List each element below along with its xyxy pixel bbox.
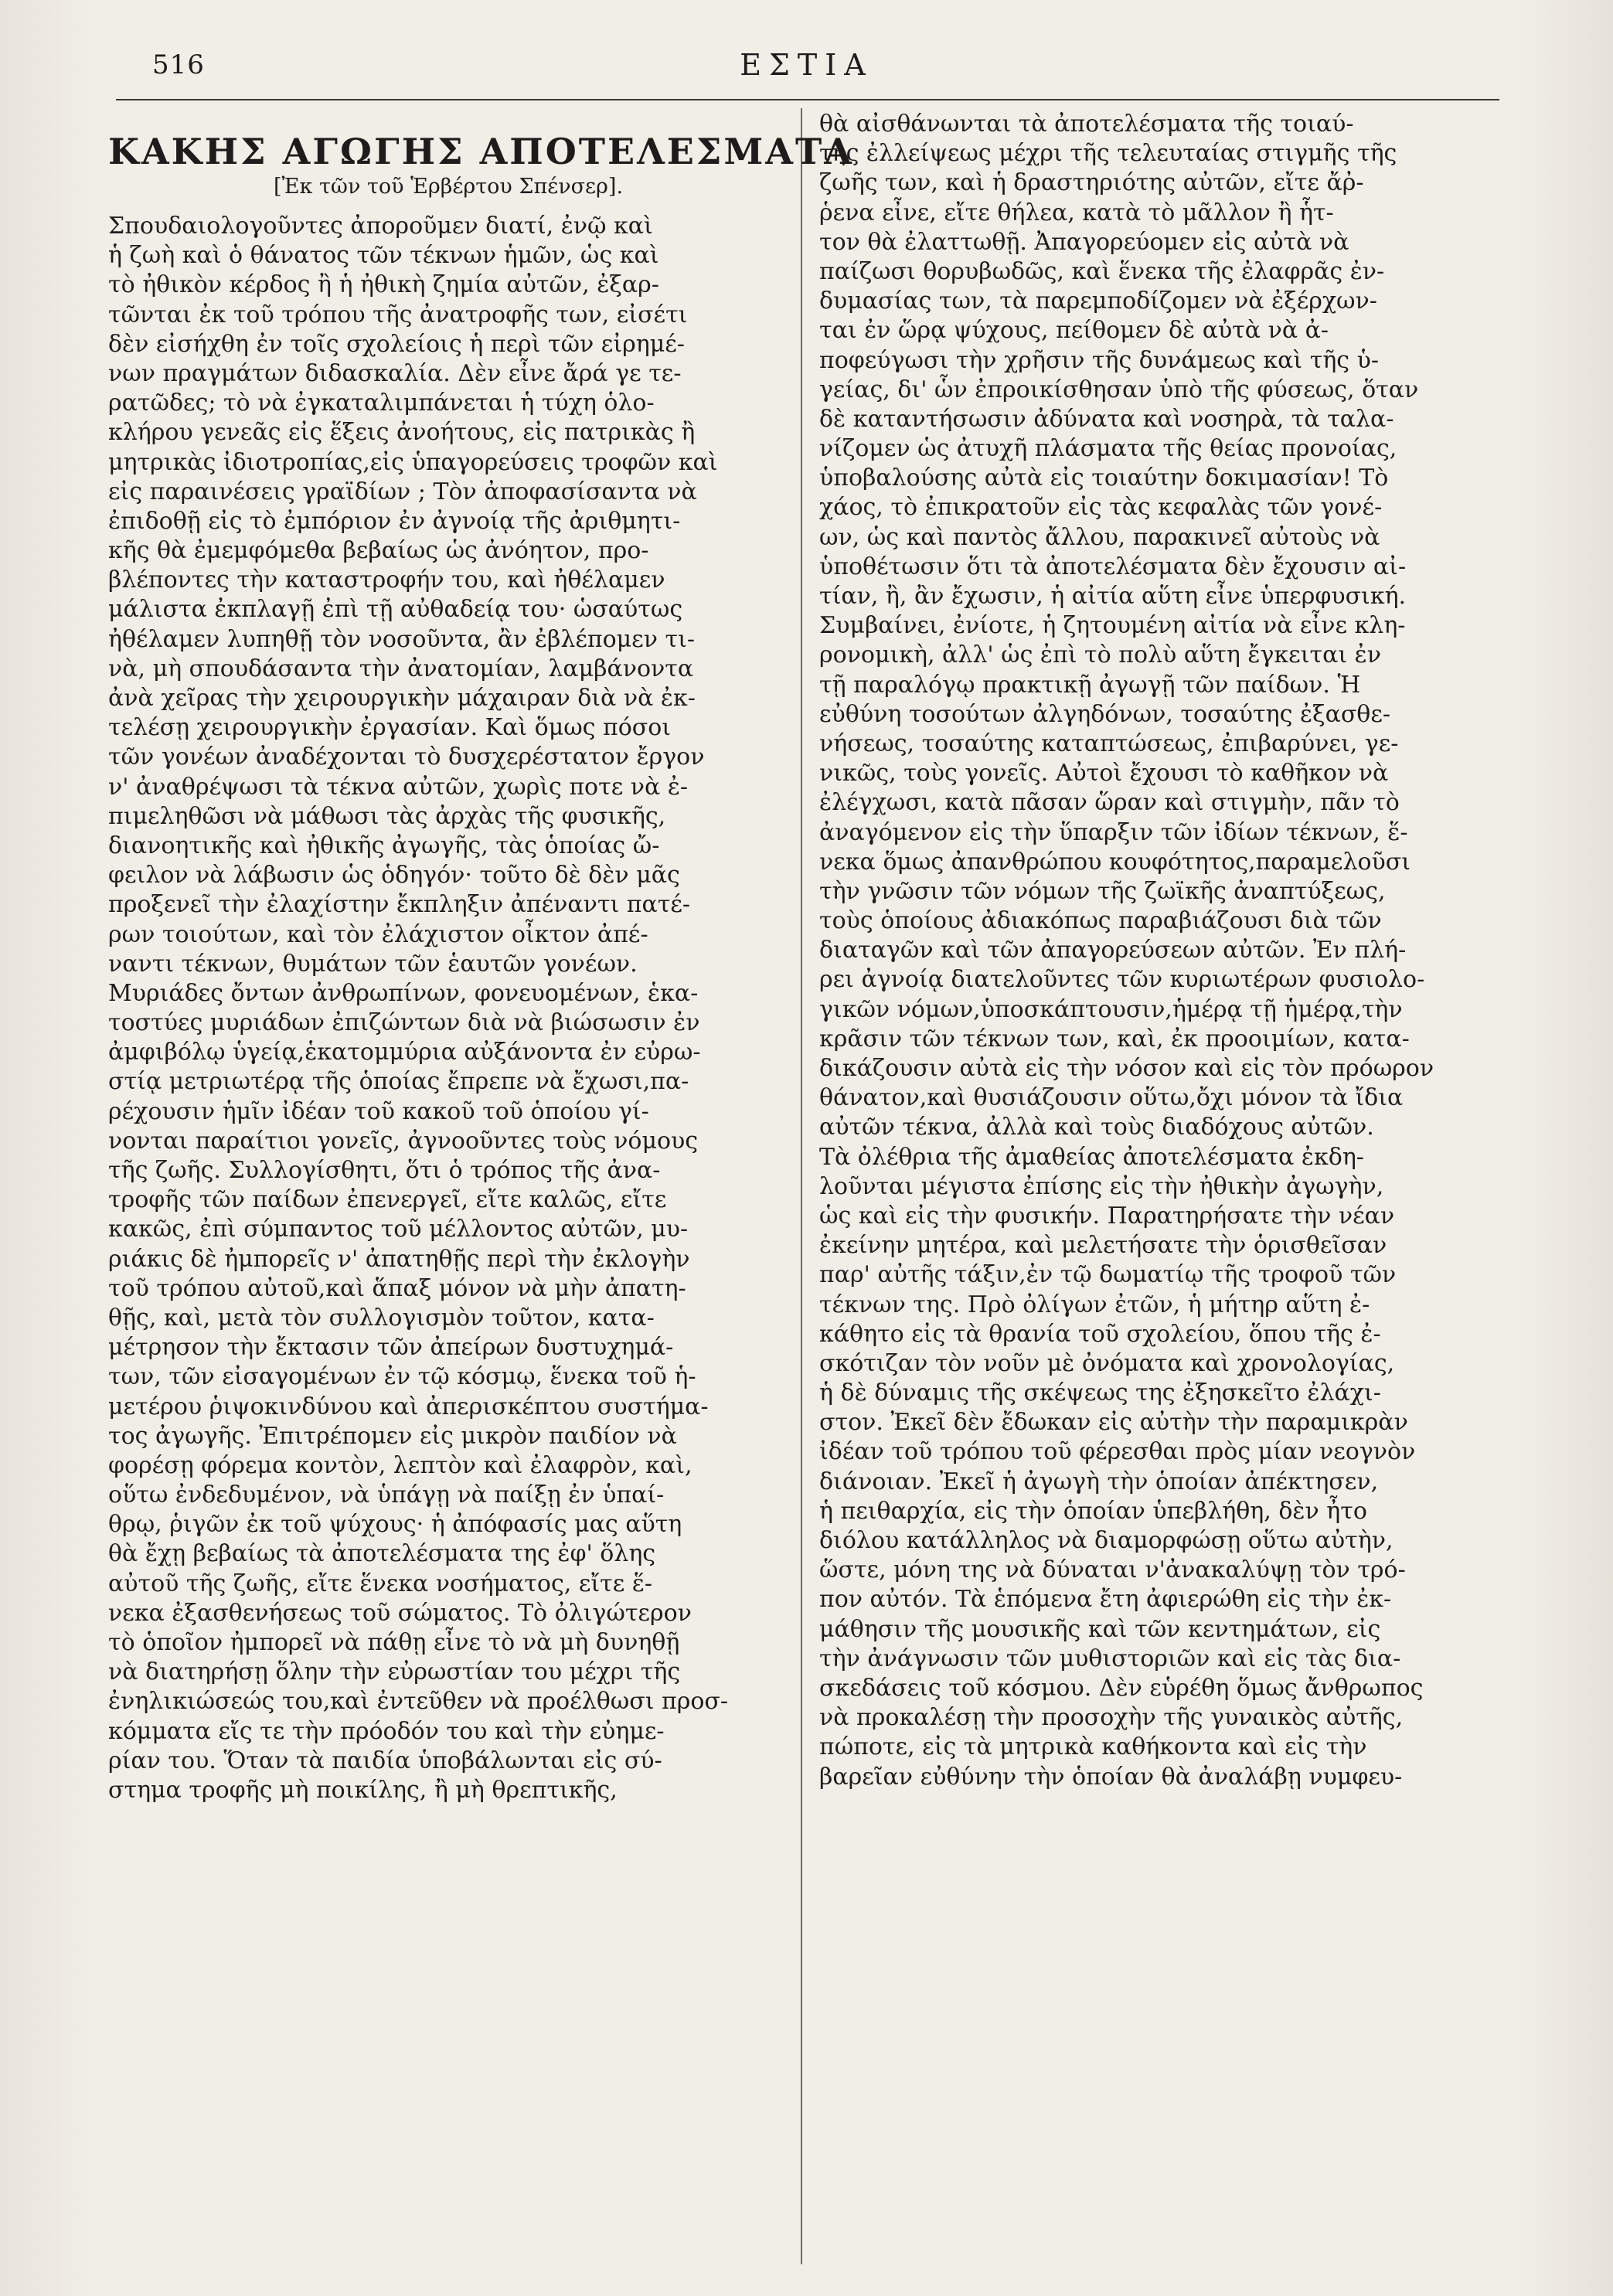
text-line: θὰ αἰσθάνωνται τὰ ἀποτελέσματα τῆς τοιαύ- <box>819 111 1354 138</box>
text-line: διόλου κατάλληλος νὰ διαμορφώσῃ οὕτω αὐτὴν, <box>819 1527 1394 1554</box>
text-line: τὴν ἀνάγνωσιν τῶν μυθιστοριῶν καὶ εἰς τὰς δια- <box>819 1645 1401 1672</box>
text-line: φορέσῃ φόρεμα κοντὸν, λεπτὸν καὶ ἐλαφρὸν, καὶ, <box>108 1451 693 1479</box>
text-line: πον αὐτόν. Τὰ ἑπόμενα ἔτη ἀφιερώθη εἰς τὴν ἐκ- <box>819 1586 1392 1614</box>
text-line: τος ἀγωγῆς. Ἐπιτρέπομεν εἰς μικρὸν παιδίον νὰ <box>108 1422 677 1450</box>
text-line: παρ' αὐτῆς τάξιν,ἐν τῷ δωματίῳ τῆς τροφοῦ τῶν <box>819 1261 1397 1289</box>
text-line: οὕτω ἐνδεδυμένον, νὰ ὑπάγῃ νὰ παίξῃ ἐν ὑπαί- <box>108 1481 665 1509</box>
text-line: τροφῆς τῶν παίδων ἐπενεργεῖ, εἴτε καλῶς, εἴτε <box>108 1186 667 1214</box>
text-line: νονται παραίτιοι γονεῖς, ἀγνοοῦντες τοὺς νόμους <box>108 1127 699 1155</box>
text-line: μάλιστα ἐκπλαγῇ ἐπὶ τῇ αὐθαδείᾳ του· ὡσαύτως <box>108 596 683 624</box>
text-line: δυμασίας των, τὰ παρεμποδίζομεν νὰ ἐξέρχων- <box>819 287 1377 315</box>
text-line: μάθησιν τῆς μουσικῆς καὶ τῶν κεντημάτων, εἰς <box>819 1615 1381 1643</box>
text-line: ρονομικὴ, ἀλλ' ὡς ἐπὶ τὸ πολὺ αὕτη ἔγκειται ἐν <box>819 641 1381 669</box>
text-line: ρατῶδες; τὸ νὰ ἐγκαταλιμπάνεται ἡ τύχη ὁλο- <box>108 389 655 417</box>
text-line: τοστύες μυριάδων ἐπιζώντων διὰ νὰ βιώσωσιν ἐν <box>108 1009 700 1037</box>
text-line: Μυριάδες ὄντων ἀνθρωπίνων, φονευομένων, ἑκα- <box>108 979 699 1007</box>
text-line: ρέχουσιν ἡμῖν ἰδέαν τοῦ κακοῦ τοῦ ὁποίου γί- <box>108 1097 649 1125</box>
text-line: νεκα ἐξασθενήσεως τοῦ σώματος. Τὸ ὀλιγώτερον <box>108 1599 692 1627</box>
text-line: στίᾳ μετριωτέρᾳ τῆς ὁποίας ἔπρεπε νὰ ἔχωσι,πα- <box>108 1068 689 1096</box>
text-line: διανοητικῆς καὶ ἠθικῆς ἀγωγῆς, τὰς ὁποίας ὤ- <box>108 832 660 859</box>
text-line: παίζωσι θορυβωδῶς, καὶ ἕνεκα τῆς ἐλαφρᾶς ἐν- <box>819 257 1385 285</box>
text-line: ἐνηλικιώσεώς του,καὶ ἐντεῦθεν νὰ προέλθωσι προσ- <box>108 1688 729 1716</box>
text-line: ἀμφιβόλῳ ὑγείᾳ,ἑκατομμύρια αὐξάνοντα ἐν εὐρω- <box>108 1039 701 1066</box>
text-line: ναντι τέκνων, θυμάτων τῶν ἑαυτῶν γονέων. <box>108 950 638 978</box>
text-line: τελέσῃ χειρουργικὴν ἐργασίαν. Καὶ ὅμως πόσοι <box>108 714 672 742</box>
right-column-text <box>819 110 1499 1792</box>
text-line: νεκα ὅμως ἀπανθρώπου κουφότητος,παραμελοῦσι <box>819 848 1411 876</box>
text-line: ἰδέαν τοῦ τρόπου τοῦ φέρεσθαι πρὸς μίαν νεογνὸν <box>819 1438 1416 1466</box>
text-line: Τὰ ὀλέθρια τῆς ἀμαθείας ἀποτελέσματα ἐκδη- <box>819 1143 1364 1171</box>
text-line: στον. Ἐκεῖ δὲν ἔδωκαν εἰς αὐτὴν τὴν παραμικρὰν <box>819 1409 1408 1437</box>
text-line: κρᾶσιν τῶν τέκνων των, καὶ, ἐκ προοιμίων, κατα- <box>819 1025 1410 1053</box>
text-line: κόμματα εἴς τε τὴν πρόοδόν του καὶ τὴν εὐημε- <box>108 1717 665 1745</box>
text-line: προξενεῖ τὴν ἐλαχίστην ἔκπληξιν ἀπέναντι πατέ- <box>108 891 691 919</box>
text-line: δὲν εἰσήχθη ἐν τοῖς σχολείοις ἡ περὶ τῶν εἰρημέ- <box>108 330 685 358</box>
left-column-text <box>108 212 788 1805</box>
text-line: ἀναγόμενον εἰς τὴν ὕπαρξιν τῶν ἰδίων τέκνων, ἕ- <box>819 818 1408 846</box>
text-line: δικάζουσιν αὐτὰ εἰς τὴν νόσον καὶ εἰς τὸν πρόωρον <box>819 1055 1434 1082</box>
text-line: των, τῶν εἰσαγομένων ἐν τῷ κόσμῳ, ἕνεκα τοῦ ἡ- <box>108 1363 696 1391</box>
text-line: αὐτῶν τέκνα, ἀλλὰ καὶ τοὺς διαδόχους αὐτῶν. <box>819 1114 1374 1141</box>
text-line: βλέποντες τὴν καταστροφήν του, καὶ ἠθέλαμεν <box>108 566 665 594</box>
page-number: 516 <box>152 49 205 80</box>
text-line: ἐκείνην μητέρα, καὶ μελετήσατε τὴν ὁρισθεῖσαν <box>819 1232 1387 1260</box>
text-line: θὰ ἔχῃ βεβαίως τὰ ἀποτελέσματα της ἐφ' ὅλης <box>108 1540 656 1568</box>
text-line: θάνατον,καὶ θυσιάζουσιν οὕτω,ὄχι μόνον τὰ ἴδια <box>819 1084 1404 1112</box>
text-line: κλήρου γενεᾶς εἰς ἕξεις ἀνοήτους, εἰς πατρικὰς ἢ <box>108 419 696 447</box>
text-line: νήσεως, τοσαύτης καταπτώσεως, ἐπιβαρύνει, γε- <box>819 730 1399 757</box>
text-line: μητρικὰς ἰδιοτροπίας,εἰς ὑπαγορεύσεις τροφῶν καὶ <box>108 448 718 476</box>
text-line: αὐτοῦ τῆς ζωῆς, εἴτε ἕνεκα νοσήματος, εἴτε ἕ- <box>108 1570 653 1597</box>
text-line: δὲ καταντήσωσιν ἀδύνατα καὶ νοσηρὰ, τὰ ταλα- <box>819 405 1394 433</box>
text-line: στημα τροφῆς μὴ ποικίλης, ἢ μὴ θρεπτικῆς, <box>108 1776 618 1804</box>
text-line: εἰς παραινέσεις γραϊδίων ; Τὸν ἀποφασίσαντα νὰ <box>108 478 697 505</box>
text-line: τῇ παραλόγῳ πρακτικῇ ἀγωγῇ τῶν παίδων. Ἡ <box>819 671 1361 699</box>
text-line: τὸ ἠθικὸν κέρδος ἢ ἡ ἠθικὴ ζημία αὐτῶν, ἐξαρ- <box>108 271 659 299</box>
text-line: ρει ἀγνοίᾳ διατελοῦντες τῶν κυριωτέρων φυσιολο- <box>819 966 1425 994</box>
text-line: τέκνων της. Πρὸ ὀλίγων ἐτῶν, ἡ μήτηρ αὕτη ἐ- <box>819 1291 1370 1318</box>
text-line: νικῶς, τοὺς γονεῖς. Αὐτοὶ ἔχουσι τὸ καθῆκον νὰ <box>819 760 1389 787</box>
text-line: φειλον νὰ λάβωσιν ὡς ὁδηγόν· τοῦτο δὲ δὲν μᾶς <box>108 862 680 889</box>
text-line: ἡ πειθαρχία, εἰς τὴν ὁποίαν ὑπεβλήθη, δὲν ἦτο <box>819 1497 1367 1525</box>
article-byline: [Ἐκ τῶν τοῦ Ἑρβέρτου Σπένσερ]. <box>273 175 624 199</box>
text-line: Σπουδαιολογοῦντες ἀποροῦμεν διατί, ἐνῷ καὶ <box>108 213 653 240</box>
text-line: τὴν γνῶσιν τῶν νόμων τῆς ζωϊκῆς ἀναπτύξεως, <box>819 877 1386 905</box>
text-line: τῶν γονέων ἀναδέχονται τὸ δυσχερέστατον ἔργον <box>108 743 705 771</box>
text-line: ων, ὡς καὶ παντὸς ἄλλου, παρακινεῖ αὐτοὺς νὰ <box>819 523 1380 551</box>
text-line: ὥστε, μόνη της νὰ δύναται ν'ἀνακαλύψῃ τὸν τρό- <box>819 1556 1406 1584</box>
text-line: νίζομεν ὡς ἀτυχῆ πλάσματα τῆς θείας προνοίας, <box>819 435 1397 463</box>
text-line: Συμβαίνει, ἐνίοτε, ἡ ζητουμένη αἰτία νὰ εἶνε κλη- <box>819 612 1406 640</box>
text-line: τίαν, ἢ, ἂν ἔχωσιν, ἡ αἰτία αὕτη εἶνε ὑπερφυσική. <box>819 583 1407 610</box>
text-line: σκότιζαν τὸν νοῦν μὲ ὀνόματα καὶ χρονολογίας, <box>819 1349 1395 1377</box>
text-line: ῥενα εἶνε, εἴτε θήλεα, κατὰ τὸ μᾶλλον ἢ ἧτ- <box>819 199 1334 226</box>
text-line: ὑποθέτωσιν ὅτι τὰ ἀποτελέσματα δὲν ἔχουσιν αἰ- <box>819 553 1407 580</box>
text-line: πώποτε, εἰς τὰ μητρικὰ καθήκοντα καὶ εἰς τὴν <box>819 1733 1367 1761</box>
header-rule <box>116 99 1499 100</box>
text-line: ὡς καὶ εἰς τὴν φυσικήν. Παρατηρήσατε τὴν νέαν <box>819 1202 1395 1230</box>
text-line: τῆς ζωῆς. Συλλογίσθητι, ὅτι ὁ τρόπος τῆς ἀνα- <box>108 1157 661 1184</box>
text-line: ὑποβαλούσης αὐτὰ εἰς τοιαύτην δοκιμασίαν! Τὸ <box>819 464 1389 492</box>
text-line: νὰ, μὴ σπουδάσαντα τὴν ἀνατομίαν, λαμβάνοντα <box>108 655 694 682</box>
text-line: τοὺς ὁποίους ἀδιακόπως παραβιάζουσι διὰ τῶν <box>819 907 1382 935</box>
text-line: τοῦ τρόπου αὐτοῦ,καὶ ἅπαξ μόνον νὰ μὴν ἀπατη- <box>108 1274 686 1302</box>
text-line: πιμεληθῶσι νὰ μάθωσι τὰς ἀρχὰς τῆς φυσικῆς, <box>108 802 666 830</box>
text-line: νὰ προκαλέσῃ τὴν προσοχὴν τῆς γυναικὸς αὐτῆς, <box>819 1704 1404 1732</box>
text-line: μετέρου ῥιψοκινδύνου καὶ ἀπερισκέπτου συστήμα- <box>108 1393 709 1420</box>
text-line: ν' ἀναθρέψωσι τὰ τέκνα αὐτῶν, χωρὶς ποτε νὰ ἐ- <box>108 773 689 801</box>
text-line: θῇς, καὶ, μετὰ τὸν συλλογισμὸν τοῦτον, κατα- <box>108 1304 655 1332</box>
text-line: ζωῆς των, καὶ ἡ δραστηριότης αὐτῶν, εἴτε ἄῤ- <box>819 169 1364 197</box>
text-line: διάνοιαν. Ἐκεῖ ἡ ἀγωγὴ τὴν ὁποίαν ἀπέκτησεν, <box>819 1468 1379 1495</box>
text-line: χάος, τὸ ἐπικρατοῦν εἰς τὰς κεφαλὰς τῶν γονέ- <box>819 494 1383 522</box>
text-line: ἠθέλαμεν λυπηθῇ τὸν νοσοῦντα, ἂν ἐβλέπομεν τι- <box>108 625 695 653</box>
text-line: σκεδάσεις τοῦ κόσμου. Δὲν εὑρέθη ὅμως ἄνθρωπος <box>819 1674 1424 1702</box>
text-line: κακῶς, ἐπὶ σύμπαντος τοῦ μέλλοντος αὐτῶν, μυ- <box>108 1216 689 1243</box>
text-line: κῆς θὰ ἐμεμφόμεθα βεβαίως ὡς ἀνόητον, προ- <box>108 537 649 565</box>
text-line: ἐλέγχωσι, κατὰ πᾶσαν ὥραν καὶ στιγμὴν, πᾶν τὸ <box>819 789 1400 817</box>
text-line: νων πραγμάτων διδασκαλία. Δὲν εἶνε ἄρά γε τε- <box>108 359 682 387</box>
article-title: ΚΑΚΗΣ ΑΓΩΓΗΣ ΑΠΟΤΕΛΕΣΜΑΤΑ <box>108 131 854 172</box>
text-line: τον θὰ ἐλαττωθῇ. Ἀπαγορεύομεν εἰς αὐτὰ νὰ <box>819 228 1349 256</box>
text-line: νὰ διατηρήσῃ ὅλην τὴν εὐρωστίαν του μέχρι τῆς <box>108 1658 681 1686</box>
text-line: τῶνται ἐκ τοῦ τρόπου τῆς ἀνατροφῆς των, εἰσέτι <box>108 301 688 328</box>
running-title: ΕΣΤΙΑ <box>740 48 873 82</box>
text-line: γείας, δι' ὧν ἐπροικίσθησαν ὑπὸ τῆς φύσεως, ὅταν <box>819 376 1419 403</box>
text-line: κάθητο εἰς τὰ θρανία τοῦ σχολείου, ὅπου τῆς ἐ- <box>819 1320 1381 1348</box>
text-line: εὐθύνη τοσούτων ἀλγηδόνων, τοσαύτης ἐξασθε- <box>819 700 1391 728</box>
column-divider <box>801 108 802 2264</box>
text-line: της ἐλλείψεως μέχρι τῆς τελευταίας στιγμῆς τῆς <box>819 140 1397 168</box>
text-line: θρῳ, ῥιγῶν ἐκ τοῦ ψύχους· ἡ ἀπόφασίς μας αὕτη <box>108 1511 682 1539</box>
text-line: βαρεῖαν εὐθύνην τὴν ὁποίαν θὰ ἀναλάβῃ νυμφευ- <box>819 1763 1403 1791</box>
left-column <box>108 110 854 1805</box>
text-line: τὸ ὁποῖον ἠμπορεῖ νὰ πάθῃ εἶνε τὸ νὰ μὴ δυνηθῇ <box>108 1629 680 1656</box>
text-line: γικῶν νόμων,ὑποσκάπτουσιν,ἡμέρᾳ τῇ ἡμέρᾳ,τὴν <box>819 995 1403 1023</box>
text-line: ποφεύγωσι τὴν χρῆσιν τῆς δυνάμεως καὶ τῆς ὑ- <box>819 346 1380 374</box>
text-line: ἐπιδοθῇ εἰς τὸ ἐμπόριον ἐν ἀγνοίᾳ τῆς ἀριθμητι- <box>108 507 681 535</box>
right-column <box>819 110 1499 1792</box>
text-line: ρίαν του. Ὅταν τὰ παιδία ὑποβάλωνται εἰς σύ- <box>108 1747 662 1774</box>
text-line: διαταγῶν καὶ τῶν ἀπαγορεύσεων αὐτῶν. Ἐν πλή- <box>819 937 1407 964</box>
text-line: ἡ δὲ δύναμις τῆς σκέψεως της ἐξησκεῖτο ἐλάχι- <box>819 1379 1381 1407</box>
text-line: ἀνὰ χεῖρας τὴν χειρουργικὴν μάχαιραν διὰ νὰ ἐκ- <box>108 685 696 712</box>
text-line: μέτρησον τὴν ἔκτασιν τῶν ἀπείρων δυστυχημά- <box>108 1334 674 1362</box>
text-line: ριάκις δὲ ἠμπορεῖς ν' ἀπατηθῇς περὶ τὴν ἐκλογὴν <box>108 1245 690 1273</box>
text-line: ται ἐν ὥρᾳ ψύχους, πείθομεν δὲ αὐτὰ νὰ ἀ- <box>819 317 1329 345</box>
text-line: λοῦνται μέγιστα ἐπίσης εἰς τὴν ἠθικὴν ἀγωγὴν, <box>819 1172 1384 1200</box>
text-line: ἡ ζωὴ καὶ ὁ θάνατος τῶν τέκνων ἡμῶν, ὡς καὶ <box>108 242 659 270</box>
text-line: ρων τοιούτων, καὶ τὸν ἐλάχιστον οἶκτον ἀπέ- <box>108 920 648 948</box>
